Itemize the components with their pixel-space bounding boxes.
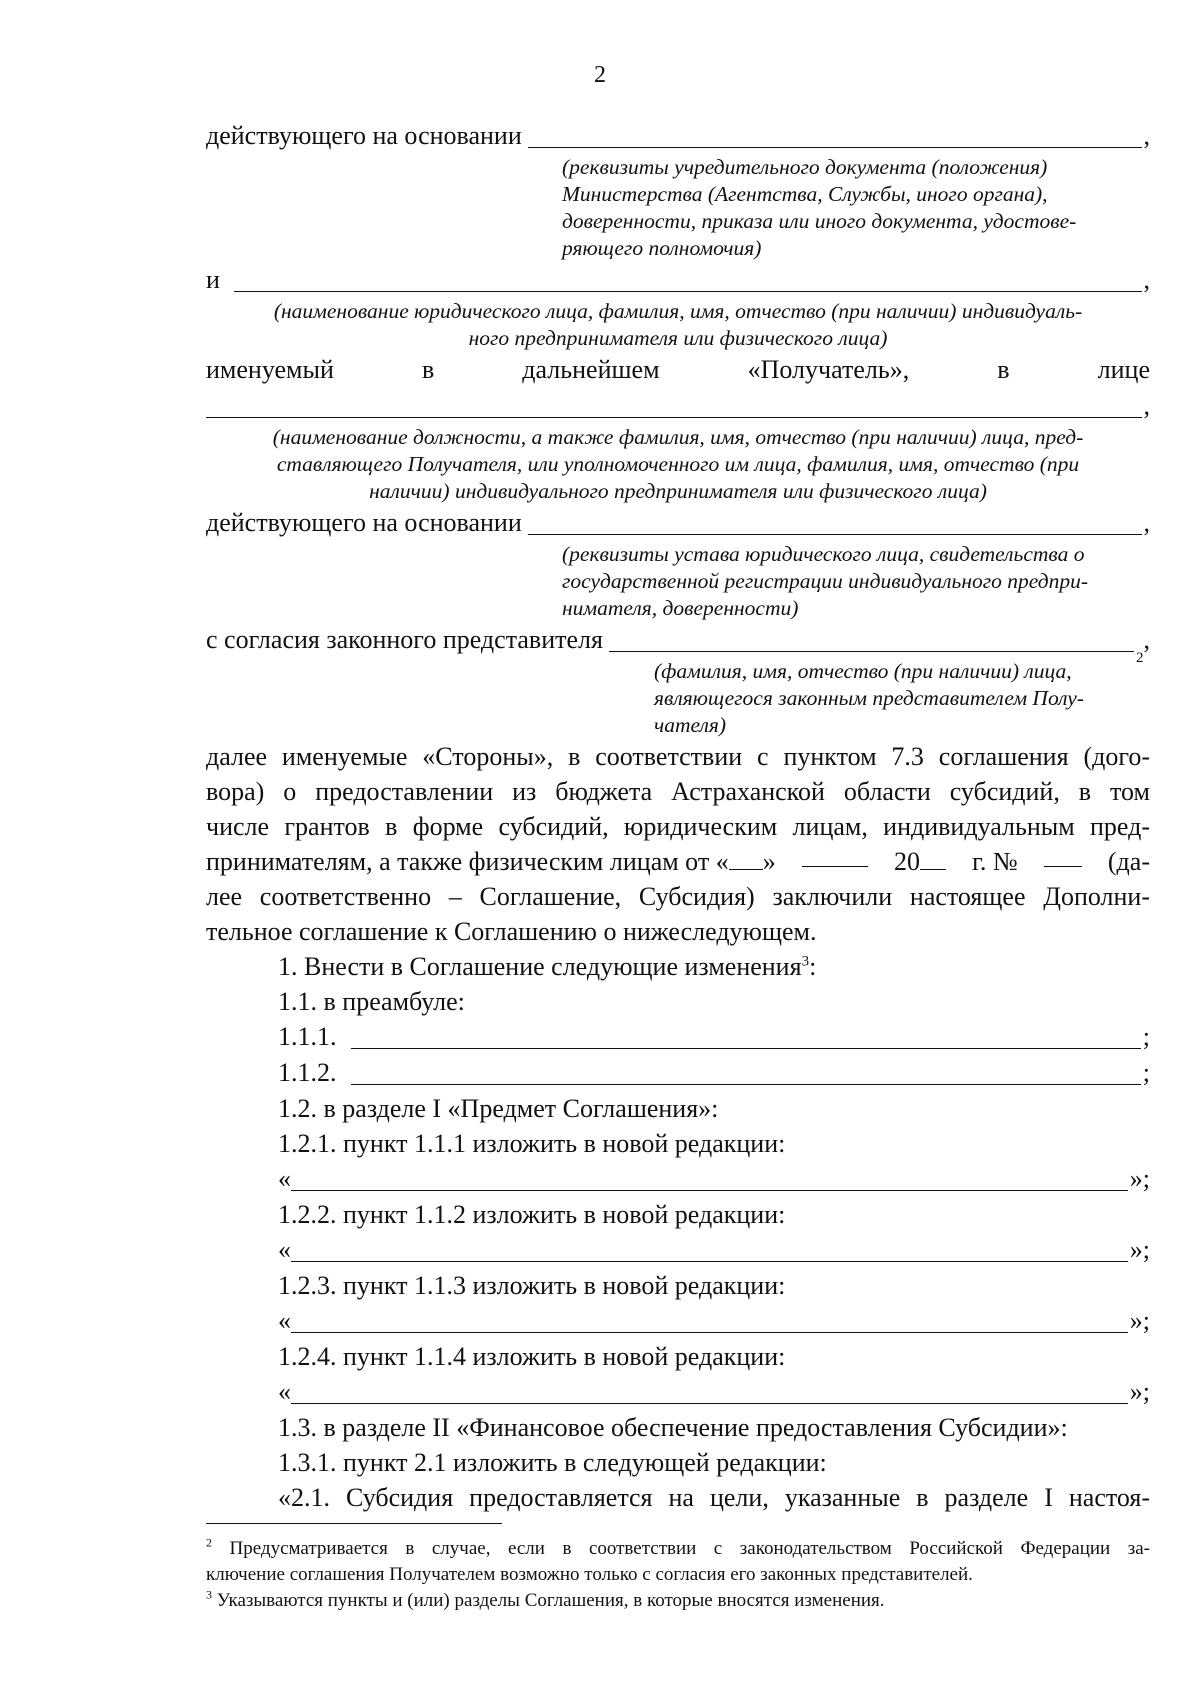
close-quote: »; [1129,1164,1150,1193]
year-blank [920,847,946,870]
item-1-1: 1.1. в преамбуле: [278,987,465,1016]
hint-line: доверенности, приказа или иного документа, удостове- [562,209,1077,233]
basis-blank [528,120,1142,148]
hint-representative [206,424,1150,505]
paragraph-line: числе грантов в форме субсидий, юридическим лицам, индивидуальным пред- [206,812,1150,841]
year-prefix: 20 [893,847,920,876]
quote-close: » [762,847,776,876]
hint-charter [562,541,1150,622]
representative-line [206,388,1150,424]
open-quote: « [278,1377,291,1406]
comma: , [1143,121,1150,150]
month-blank [802,844,868,867]
guardian-label: с согласия законного представителя [206,625,603,654]
page-number: 2 [594,62,606,88]
hint-line: (наименование юридического лица, фамилия, имя, отчество (при наличии) индивидуаль- [273,299,1083,323]
close-quote: »; [1129,1306,1150,1335]
comma: , [1143,625,1150,654]
footnote-2 [206,1536,1150,1562]
quote-line [206,1303,1150,1339]
footnote-ref: 3 [801,953,810,970]
party-line [206,262,1150,298]
item-1-2: 1.2. в разделе I «Предмет Соглашения»: [278,1094,719,1123]
footnote-text: Указываются пункты и (или) разделы Соглашения, в которые вносятся изменения. [216,1590,885,1611]
representative-blank [206,390,1142,418]
footnote-3 [206,1588,1150,1614]
footnote-number: 2 [206,1535,212,1550]
footnotes [206,1536,1150,1614]
day-blank [729,847,763,870]
hint-line: ставляющего Получателя, или уполномоченного им лица, фамилия, имя, отчество (при [276,452,1080,476]
item-1-2-3: 1.2.3. пункт 1.1.3 изложить в новой редакции: [278,1271,786,1300]
basis-label: действующего на основании [206,508,522,537]
footnote-text: Предусматривается в случае, если в соответствии с законодательством Российской Федерации за- [229,1538,1150,1559]
basis-line-2 [206,505,1150,541]
hint-line: нимателя, доверенности) [562,596,799,620]
hint-line: (реквизиты устава юридического лица, свидетельства о [562,542,1085,566]
item-1-2-1: 1.2.1. пункт 1.1.1 изложить в новой редакции: [278,1129,786,1158]
item-number: 1.1.2. [278,1058,337,1087]
basis-blank [528,507,1142,535]
paragraph-line: вора) о предоставлении из бюджета Астраханской области субсидий, в том [206,777,1150,806]
comma: , [1143,391,1150,420]
semicolon: ; [1142,1058,1150,1087]
number-label: г. № [972,847,1018,876]
item-number: 1.1.1. [278,1022,337,1051]
number-blank [1044,844,1082,867]
hint-line: ряющего полномочия) [562,236,762,260]
paragraph-line: лее соответственно – Соглашение, Субсидия) заключили настоящее Дополни- [206,882,1150,911]
close-quote: »; [1129,1235,1150,1264]
quote-line [206,1161,1150,1197]
paragraph-line: «2.1. Субсидия предоставляется на цели, указанные в разделе I настоя- [278,1483,1150,1512]
open-quote: « [278,1164,291,1193]
hint-guardian [654,658,1150,739]
quote-blank [291,1376,1128,1404]
semicolon: ; [1142,1022,1150,1051]
preamble-paragraph [206,739,1150,949]
hint-founding-document [562,154,1150,262]
recipient-line [206,352,1150,388]
item-blank [351,1057,1141,1085]
quote-line [206,1374,1150,1410]
guardian-line: с согласия законного представителя 2 , [206,622,1150,658]
item-1-2-4: 1.2.4. пункт 1.1.4 изложить в новой редакции: [278,1342,786,1371]
item-1-1-1 [206,1019,1150,1055]
item-1-1-2 [206,1055,1150,1091]
hint-line: являющегося законным представителем Полу- [654,686,1084,710]
hint-line: Министерства (Агентства, Службы, иного органа), [562,182,1048,206]
basis-label: действующего на основании [206,121,522,150]
hint-line: наличии) индивидуального предпринимателя или физического лица) [369,479,987,503]
footnote-separator [206,1523,502,1524]
document-body [206,118,1150,1515]
item-1-3: 1.3. в разделе II «Финансовое обеспечение предоставления Субсидии»: [278,1413,1068,1442]
guardian-blank [609,624,1134,652]
paragraph-line: далее именуемые «Стороны», в соответствии с пунктом 7.3 соглашения (дого- [206,742,1150,771]
open-quote: « [278,1306,291,1335]
comma: , [1143,508,1150,537]
close-quote: »; [1129,1377,1150,1406]
and-label: и [206,265,220,294]
quote-line [206,1232,1150,1268]
footnote-2-cont: ключение соглашения Получателем возможно только с согласия его законных представителей. [206,1564,973,1585]
paragraph-line: тельное соглашение к Соглашению о нижеследующем. [206,917,817,946]
item-blank [351,1021,1141,1049]
quote-blank [291,1234,1128,1262]
basis-line [206,118,1150,154]
item-1-2-2: 1.2.2. пункт 1.1.2 изложить в новой редакции: [278,1200,786,1229]
quote-blank [291,1305,1128,1333]
item-2-1-quote [206,1480,1150,1515]
footnote-number: 3 [206,1587,212,1602]
open-quote: « [278,1235,291,1264]
continued-word: (да- [1107,847,1150,876]
item-text: 1. Внести в Соглашение следующие изменения [278,952,802,981]
comma: , [1143,265,1150,294]
hint-line: ного предпринимателя или физического лица) [468,326,888,350]
quote-blank [291,1163,1128,1191]
hint-line: государственной регистрации индивидуального предпри- [562,569,1089,593]
party-blank [234,264,1142,292]
hint-line: (наименование должности, а также фамилия, имя, отчество (при наличии) лица, пред- [272,425,1084,449]
item-1-3-1: 1.3.1. пункт 2.1 изложить в следующей редакции: [278,1448,827,1477]
item-1: 1. Внести в Соглашение следующие изменения$^3$: [278,952,817,981]
date-prefix: принимателям, а также физическим лицам от « [206,847,729,876]
recipient-text: именуемый в дальнейшем «Получатель», в лице [206,355,1150,384]
hint-line: (реквизиты учредительного документа (положения) [562,155,1048,179]
hint-line: (фамилия, имя, отчество (при наличии) лица, [654,659,1072,683]
hint-line: чателя) [654,713,727,737]
paragraph-line-date [206,844,1150,879]
hint-party-name [206,298,1150,352]
